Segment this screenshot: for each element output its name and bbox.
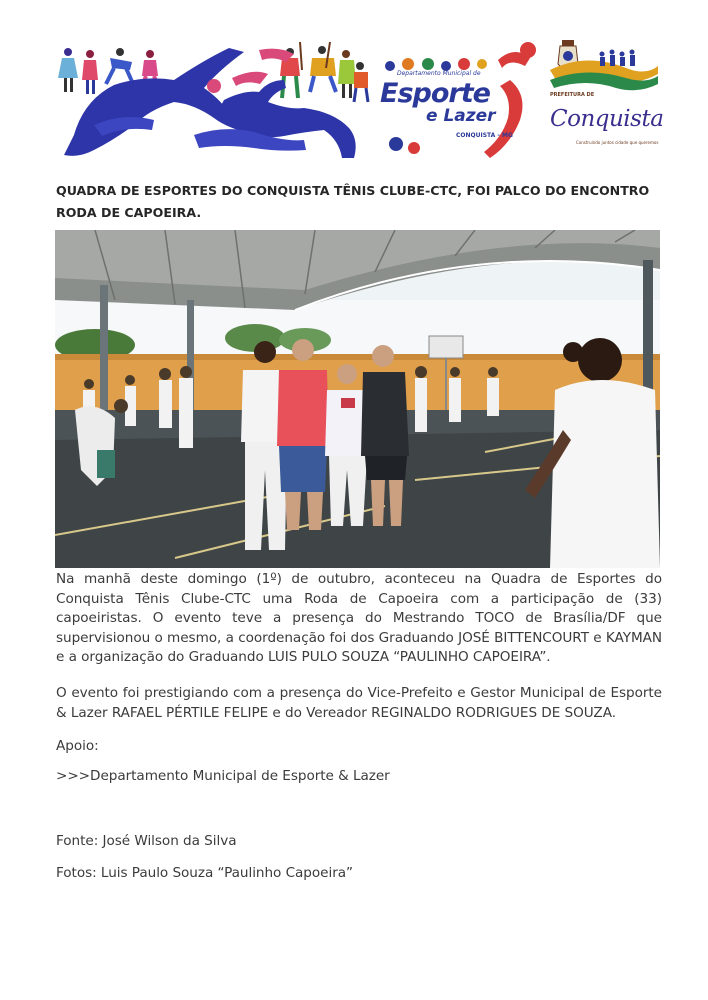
source-credit: Fonte: José Wilson da Silva bbox=[56, 833, 237, 849]
photos-credit: Fotos: Luis Paulo Souza “Paulinho Capoeira” bbox=[56, 865, 354, 881]
prefeitura-tagline: Construindo juntos cidade que queremos bbox=[576, 140, 659, 145]
city-crest-graphic bbox=[546, 40, 660, 165]
department-title-esporte: Esporte bbox=[380, 78, 490, 109]
prefeitura-conquista-logo bbox=[546, 40, 664, 165]
department-small-text: Departamento Municipal de bbox=[397, 70, 481, 77]
headline: QUADRA DE ESPORTES DO CONQUISTA TÊNIS CLUBE-CTC, FOI PALCO DO ENCONTRO RODA DE CAPOEIRA. bbox=[56, 183, 650, 220]
prefeitura-top-text: PREFEITURA DE bbox=[550, 92, 595, 98]
page-header bbox=[54, 40, 664, 165]
department-city: CONQUISTA - MG bbox=[456, 132, 513, 139]
capoeira-illustration bbox=[54, 40, 372, 165]
body-paragraph-1: Na manhã deste domingo (1º) de outubro, aconteceu na Quadra de Esportes do Conquista Tênis Clube-CTC uma Roda de Capoeira com a participação de (33) capoeiristas. O evento teve a presença do Mestrando TOCO de Brasília/DF que supervisionou o mesmo, a coordenação foi dos Graduando JOSÉ BITTENCOURT e KAYMAN e a organização do Graduando LUIS PULO SOUZA “PAULINHO CAPOEIRA”. bbox=[56, 571, 662, 665]
event-photo bbox=[55, 230, 660, 568]
department-title-lazer: e Lazer bbox=[426, 106, 496, 126]
support-label: Apoio: bbox=[56, 738, 99, 754]
department-sports-logo bbox=[380, 40, 540, 165]
body-paragraph-2: O evento foi prestigiando com a presença do Vice-Prefeito e Gestor Municipal de Esporte & Lazer RAFAEL PÉRTILE FELIPE e do Vereador REGINALDO RODRIGUES DE SOUZA. bbox=[56, 685, 662, 721]
support-entity: >>>Departamento Municipal de Esporte & Lazer bbox=[56, 768, 390, 784]
prefeitura-name: Conquista bbox=[550, 106, 664, 132]
